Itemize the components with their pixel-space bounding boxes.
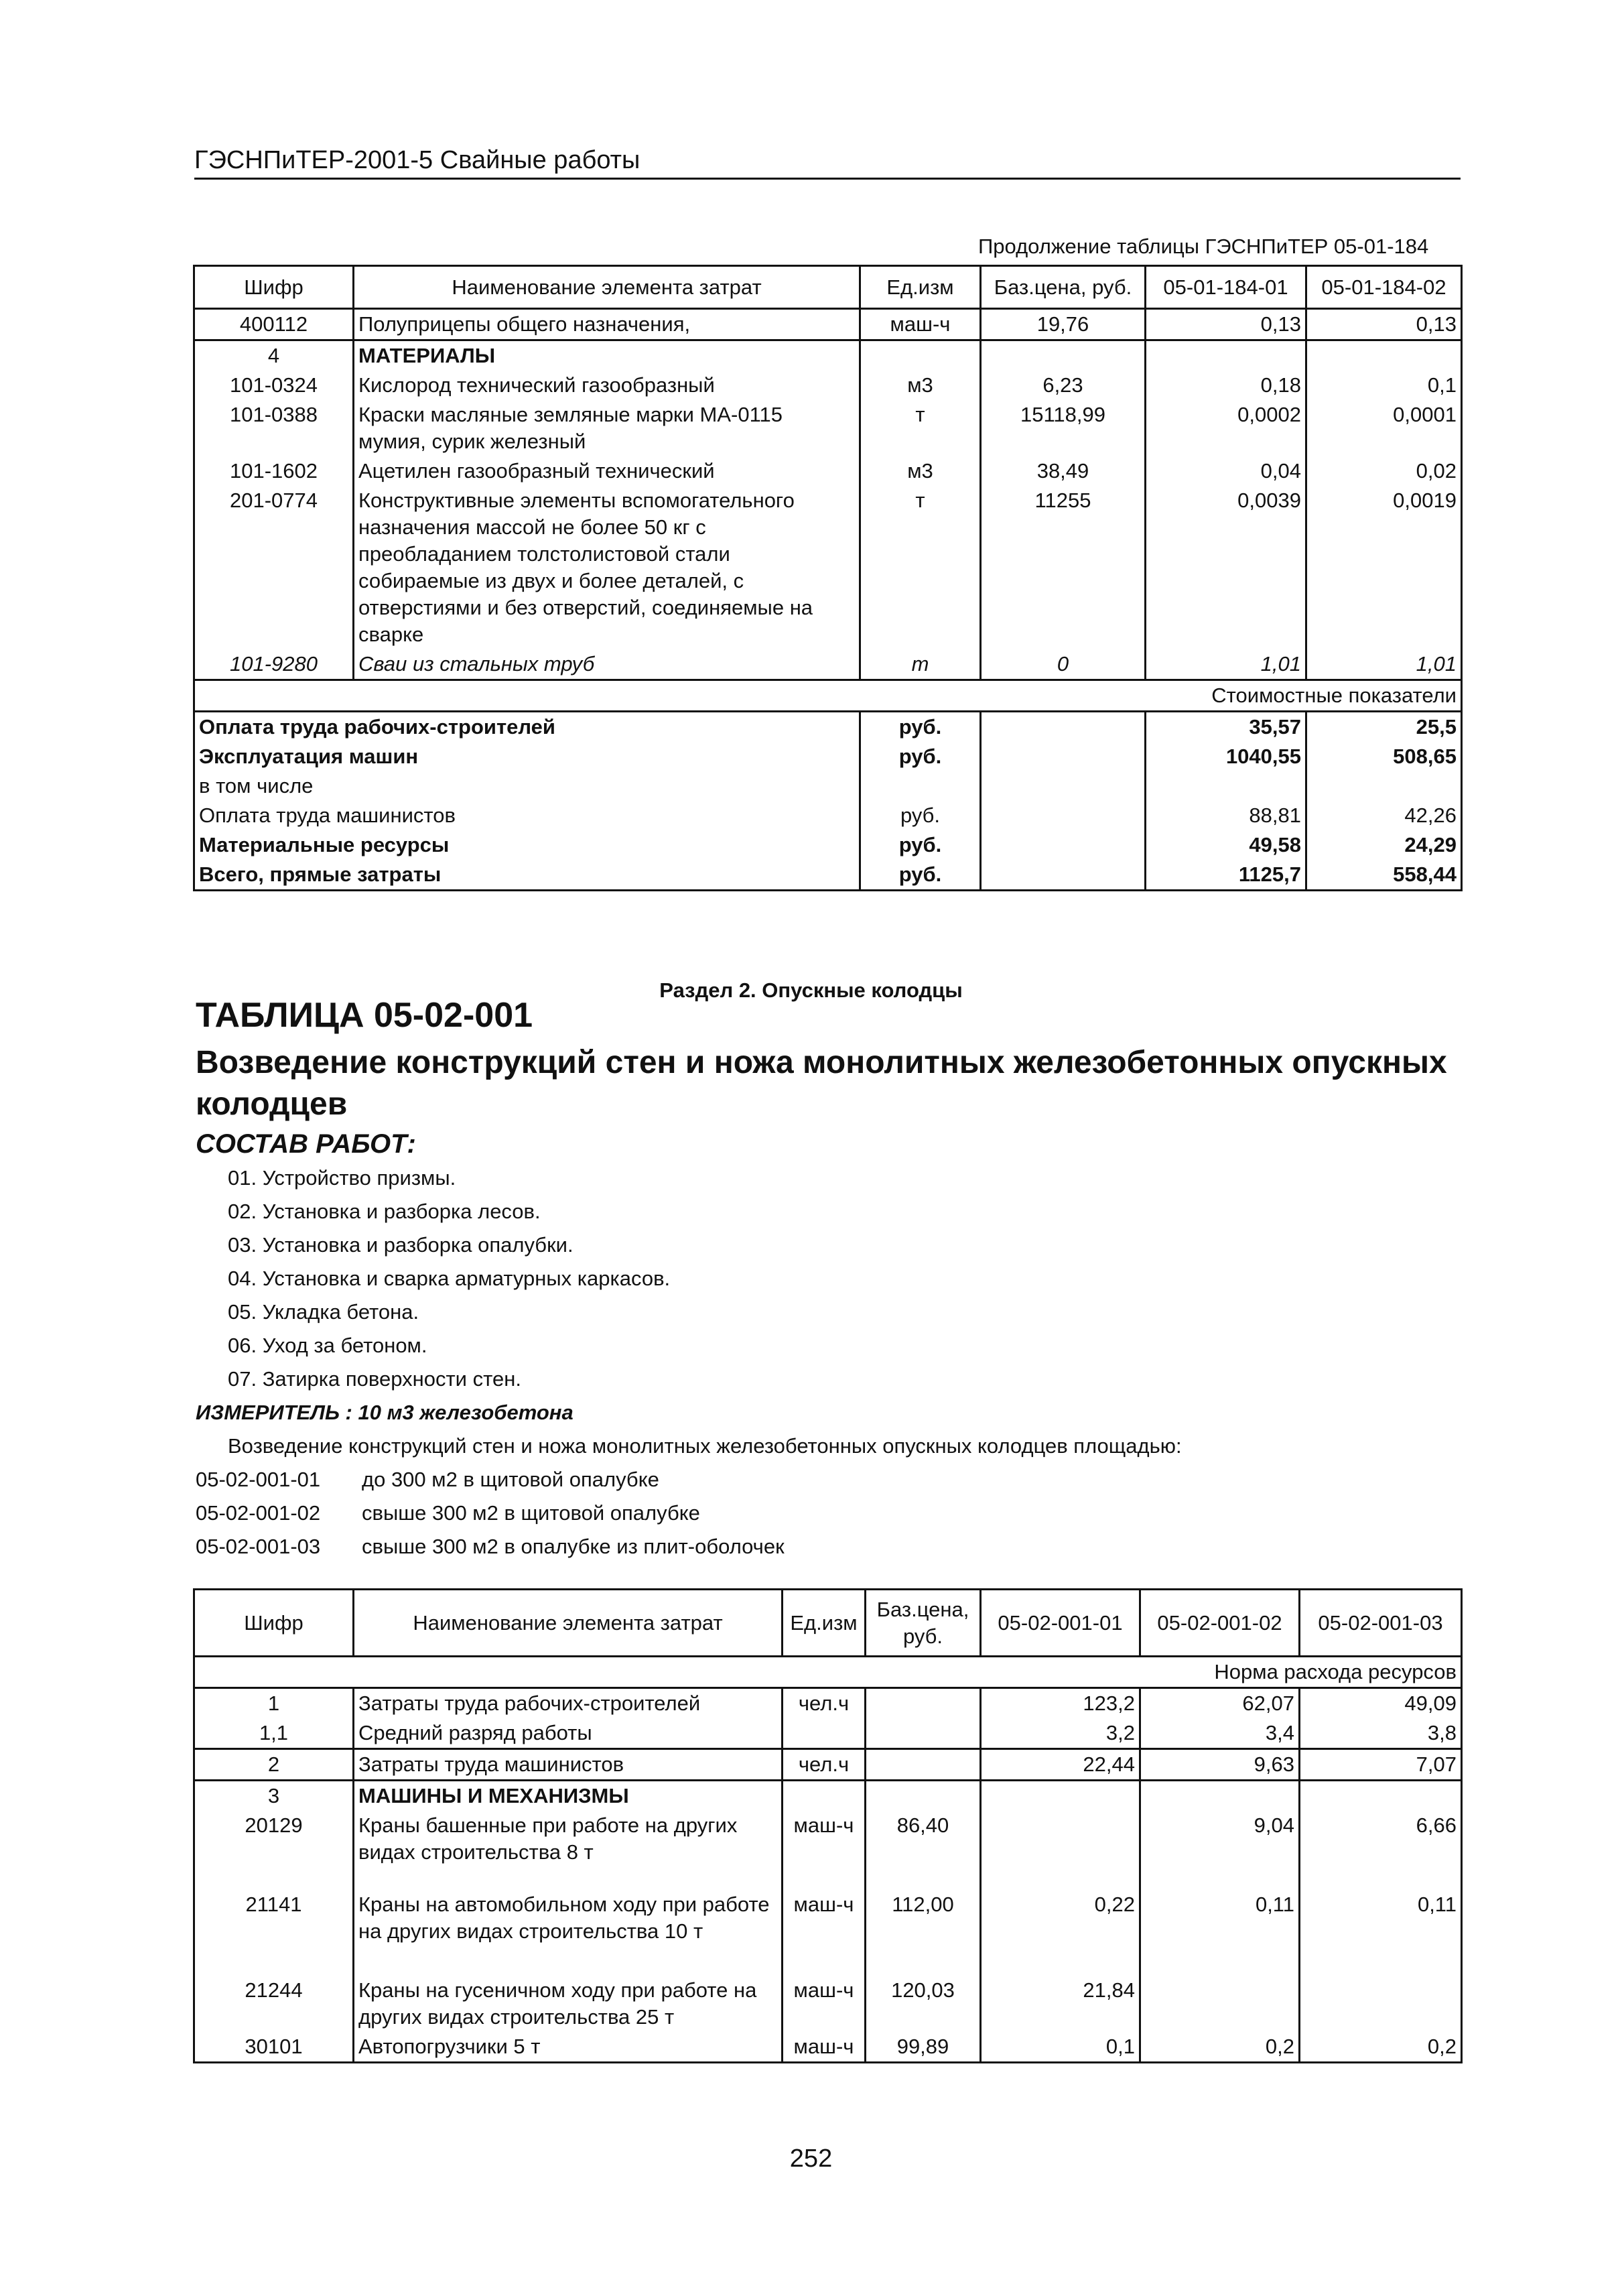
cost-unit: руб. <box>860 712 981 743</box>
row-unit: чел.ч <box>783 1688 866 1719</box>
header-col2: 05-02-001-02 <box>1140 1590 1300 1657</box>
norm-row <box>194 1657 1462 1688</box>
row-price: 38,49 <box>981 456 1146 486</box>
row-code: 20129 <box>194 1811 354 1890</box>
row-price <box>866 1749 981 1781</box>
cost-value-2: 508,65 <box>1393 745 1457 768</box>
table-row <box>194 1811 1462 1890</box>
header-code: Шифр <box>194 1590 354 1657</box>
row-price: 0 <box>981 649 1146 680</box>
row-code: 101-9280 <box>194 649 354 680</box>
row-value-2: 0,11 <box>1140 1890 1300 1976</box>
cost-name: Оплата труда машинистов <box>194 801 860 830</box>
header-unit: Ед.изм <box>783 1590 866 1657</box>
row-value-2: 62,07 <box>1140 1688 1300 1719</box>
row-price: 112,00 <box>866 1890 981 1976</box>
header-code: Шифр <box>194 266 354 309</box>
row-value-1: 22,44 <box>981 1749 1140 1781</box>
row-code: 101-1602 <box>194 456 354 486</box>
row-unit: т <box>860 486 981 649</box>
row-name: МАШИНЫ И МЕХАНИЗМЫ <box>354 1781 783 1811</box>
resource-table-05-02-001 <box>193 1588 1463 2063</box>
cost-unit: руб. <box>860 830 981 860</box>
row-unit: маш-ч <box>783 1890 866 1976</box>
cost-name: Материальные ресурсы <box>194 830 860 860</box>
row-value-2: 3,4 <box>1140 1718 1300 1749</box>
work-item: 04. Установка и сварка арматурных каркасов. <box>228 1267 671 1290</box>
row-name: Автопогрузчики 5 т <box>354 2032 783 2063</box>
row-code: 101-0324 <box>194 371 354 400</box>
cost-value-1: 1125,7 <box>1146 860 1306 891</box>
header-col3: 05-02-001-03 <box>1300 1590 1462 1657</box>
row-unit: т <box>860 400 981 456</box>
cost-value-1: 35,57 <box>1146 712 1306 743</box>
cost-value-2: 24,29 <box>1404 833 1457 856</box>
row-value-1: 21,84 <box>981 1976 1140 2032</box>
row-price: 19,76 <box>981 309 1146 340</box>
row-price <box>866 1688 981 1719</box>
row-value-2: 0,0019 <box>1393 489 1457 512</box>
row-value-2: 0,2 <box>1140 2032 1300 2063</box>
row-unit: м3 <box>860 456 981 486</box>
table-title: Возведение конструкций стен и ножа монолитных железобетонных опускных колодцев <box>196 1045 1447 1122</box>
variant-code: 05-02-001-02 <box>196 1501 321 1525</box>
cost-row <box>194 771 1462 801</box>
table-header-row <box>194 1590 1462 1657</box>
cost-row <box>194 801 1462 830</box>
row-value-1 <box>981 1811 1140 1890</box>
row-name: Краны на гусеничном ходу при работе на других видах строительства 25 т <box>354 1976 783 2032</box>
row-unit: маш-ч <box>783 1976 866 2032</box>
variant-code: 05-02-001-03 <box>196 1535 321 1558</box>
row-name: Краны на автомобильном ходу при работе на других видах строительства 10 т <box>354 1890 783 1976</box>
table-row <box>194 309 1462 340</box>
variants-intro: Возведение конструкций стен и ножа монолитных железобетонных опускных колодцев площадью: <box>228 1434 1182 1458</box>
row-value-1: 0,0002 <box>1146 400 1306 456</box>
cost-row <box>194 860 1462 891</box>
row-name: Сваи из стальных труб <box>354 649 860 680</box>
row-name: Затраты труда машинистов <box>354 1749 783 1781</box>
row-code: 400112 <box>194 309 354 340</box>
row-price <box>866 1718 981 1749</box>
row-unit: маш-ч <box>783 1811 866 1890</box>
row-value-2: 9,63 <box>1140 1749 1300 1781</box>
norm-label: Норма расхода ресурсов <box>194 1657 1462 1688</box>
table-continuation-note: Продолжение таблицы ГЭСНПиТЕР 05-01-184 <box>978 235 1429 258</box>
header-price: Баз.цена, руб. <box>866 1590 981 1657</box>
table-row <box>194 486 1462 649</box>
header-name: Наименование элемента затрат <box>354 266 860 309</box>
row-name: Конструктивные элементы вспомогательного назначения массой не более 50 кг с преобладанием толстолистовой стали собираемые из двух и более деталей, с отверстиями и без отверстий, соединяемые на сварке <box>354 486 860 649</box>
header-rule <box>194 178 1461 180</box>
row-value-2: 0,02 <box>1416 459 1457 483</box>
row-code: 30101 <box>194 2032 354 2063</box>
row-code: 101-0388 <box>194 400 354 456</box>
row-value-2: 0,1 <box>1427 373 1457 397</box>
row-code: 4 <box>194 340 354 371</box>
row-price: 99,89 <box>866 2032 981 2063</box>
table-row <box>194 1718 1462 1749</box>
cost-value-2: 25,5 <box>1416 715 1457 739</box>
cost-value-1: 88,81 <box>1146 801 1306 830</box>
row-value-1: 0,0039 <box>1146 486 1306 649</box>
row-code: 1 <box>194 1688 354 1719</box>
row-value-1: 123,2 <box>981 1688 1140 1719</box>
row-value-1: 0,22 <box>981 1890 1140 1976</box>
row-code: 2 <box>194 1749 354 1781</box>
row-name: Краны башенные при работе на других видах строительства 8 т <box>354 1811 783 1890</box>
row-value-1: 0,1 <box>981 2032 1140 2063</box>
row-name: Краски масляные земляные марки МА-0115 мумия, сурик железный <box>354 400 860 456</box>
cost-indicators-row <box>194 680 1462 712</box>
table-row <box>194 2032 1462 2063</box>
resource-table-05-01-184 <box>193 265 1463 891</box>
page-number: 252 <box>789 2145 833 2173</box>
row-value-2: 0,13 <box>1306 309 1462 340</box>
row-value-2: 0,0001 <box>1393 403 1457 426</box>
row-name: Полуприцепы общего назначения, <box>354 309 860 340</box>
row-price: 86,40 <box>866 1811 981 1890</box>
work-item: 06. Уход за бетоном. <box>228 1334 427 1357</box>
table-header-row <box>194 266 1462 309</box>
table-row <box>194 340 1462 371</box>
cost-value-2: 558,44 <box>1393 863 1457 886</box>
row-value-1: 0,13 <box>1146 309 1306 340</box>
running-header: ГЭСНПиТЕР-2001-5 Свайные работы <box>194 146 640 174</box>
cost-unit: руб. <box>860 742 981 771</box>
row-value-3: 49,09 <box>1404 1692 1457 1715</box>
variant-text: свыше 300 м2 в щитовой опалубке <box>362 1501 700 1525</box>
header-col2: 05-01-184-02 <box>1306 266 1462 309</box>
meter-unit: ИЗМЕРИТЕЛЬ : 10 м3 железобетона <box>196 1401 573 1424</box>
row-value-2: 1,01 <box>1416 652 1457 676</box>
cost-name: Всего, прямые затраты <box>194 860 860 891</box>
work-item: 03. Установка и разборка опалубки. <box>228 1233 573 1257</box>
row-value-3: 0,2 <box>1427 2035 1457 2058</box>
table-id: ТАБЛИЦА 05-02-001 <box>196 996 533 1035</box>
cost-unit: руб. <box>860 860 981 891</box>
table-row <box>194 371 1462 400</box>
row-value-2 <box>1140 1976 1300 2032</box>
variant-text: свыше 300 м2 в опалубке из плит-оболочек <box>362 1535 785 1558</box>
row-code: 201-0774 <box>194 486 354 649</box>
work-item: 05. Укладка бетона. <box>228 1300 419 1324</box>
row-value-3: 6,66 <box>1416 1813 1457 1837</box>
row-code: 3 <box>194 1781 354 1811</box>
row-name: Кислород технический газообразный <box>354 371 860 400</box>
work-item: 01. Устройство призмы. <box>228 1166 456 1190</box>
header-unit: Ед.изм <box>860 266 981 309</box>
row-unit: т <box>860 649 981 680</box>
row-value-1: 0,18 <box>1146 371 1306 400</box>
cost-name: Оплата труда рабочих-строителей <box>194 712 860 743</box>
cost-value-1: 49,58 <box>1146 830 1306 860</box>
row-unit: м3 <box>860 371 981 400</box>
row-value-3: 3,8 <box>1300 1718 1462 1749</box>
table-row <box>194 1976 1462 2032</box>
variant-text: до 300 м2 в щитовой опалубке <box>362 1468 659 1491</box>
header-col1: 05-02-001-01 <box>981 1590 1140 1657</box>
cost-value-1: 1040,55 <box>1146 742 1306 771</box>
row-name: Затраты труда рабочих-строителей <box>354 1688 783 1719</box>
table-row <box>194 456 1462 486</box>
cost-unit: руб. <box>860 801 981 830</box>
table-row <box>194 400 1462 456</box>
row-unit: маш-ч <box>860 309 981 340</box>
row-value-1: 0,04 <box>1146 456 1306 486</box>
row-value-3: 7,07 <box>1300 1749 1462 1781</box>
row-unit: маш-ч <box>783 2032 866 2063</box>
row-value-2: 9,04 <box>1140 1811 1300 1890</box>
row-name: МАТЕРИАЛЫ <box>354 340 860 371</box>
row-price: 6,23 <box>981 371 1146 400</box>
header-price: Баз.цена, руб. <box>981 266 1146 309</box>
work-item: 07. Затирка поверхности стен. <box>228 1367 521 1391</box>
cost-row <box>194 830 1462 860</box>
header-name: Наименование элемента затрат <box>354 1590 783 1657</box>
row-price: 15118,99 <box>981 400 1146 456</box>
table-row <box>194 1688 1462 1719</box>
table-row <box>194 649 1462 680</box>
table-row <box>194 1890 1462 1976</box>
row-unit: чел.ч <box>783 1749 866 1781</box>
row-price: 120,03 <box>866 1976 981 2032</box>
cost-name: в том числе <box>194 771 860 801</box>
row-value-1: 3,2 <box>981 1718 1140 1749</box>
cost-row <box>194 742 1462 771</box>
variant-code: 05-02-001-01 <box>196 1468 321 1491</box>
cost-indicators-label: Стоимостные показатели <box>194 680 1462 712</box>
table-row <box>194 1749 1462 1781</box>
row-price: 11255 <box>981 486 1146 649</box>
header-col1: 05-01-184-01 <box>1146 266 1306 309</box>
cost-name: Эксплуатация машин <box>194 742 860 771</box>
row-value-1: 1,01 <box>1146 649 1306 680</box>
row-unit <box>783 1718 866 1749</box>
cost-value-2: 42,26 <box>1404 804 1457 827</box>
works-title: СОСТАВ РАБОТ: <box>196 1129 416 1159</box>
row-code: 1,1 <box>194 1718 354 1749</box>
table-row <box>194 1781 1462 1811</box>
row-code: 21244 <box>194 1976 354 2032</box>
row-value-3: 0,11 <box>1417 1893 1457 1916</box>
section-heading: Раздел 2. Опускные колодцы <box>659 978 963 1002</box>
row-name: Средний разряд работы <box>354 1718 783 1749</box>
work-item: 02. Установка и разборка лесов. <box>228 1200 541 1223</box>
cost-row <box>194 712 1462 743</box>
row-value-3 <box>1300 1976 1462 2032</box>
row-name: Ацетилен газообразный технический <box>354 456 860 486</box>
row-code: 21141 <box>194 1890 354 1976</box>
